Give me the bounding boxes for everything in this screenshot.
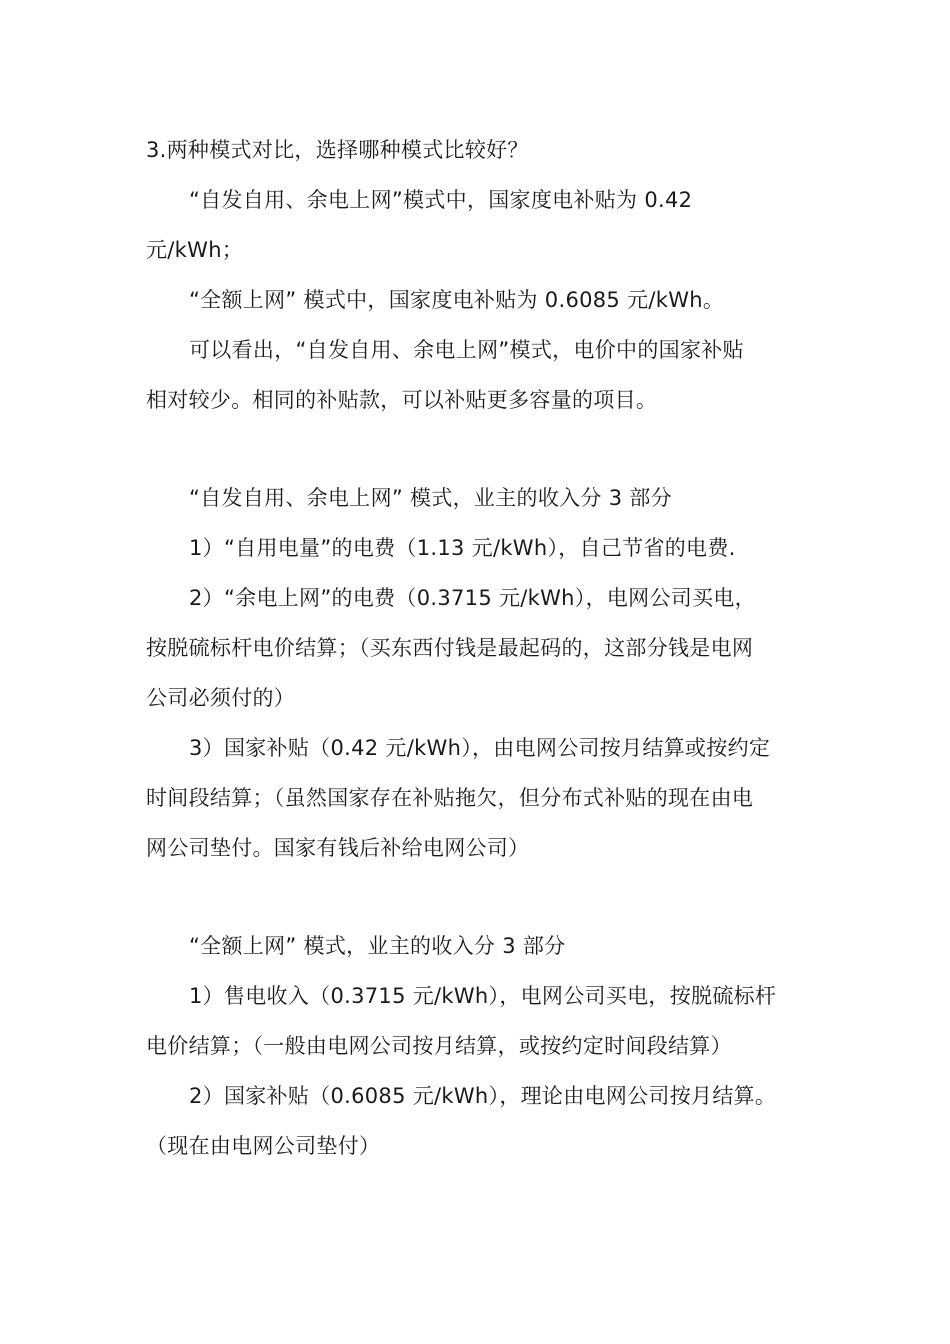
list-item-continuation: 网公司垫付。国家有钱后补给电网公司）	[146, 836, 530, 860]
paragraph-line: 可以看出，“自发自用、余电上网”模式，电价中的国家补贴	[189, 338, 744, 362]
list-item: 1）“自用电量”的电费（1.13 元/kWh），自己节省的电费.	[189, 536, 736, 560]
list-item: 1）售电收入（0.3715 元/kWh），电网公司买电，按脱硫标杆	[189, 984, 777, 1008]
list-item-continuation: 时间段结算；（虽然国家存在补贴拖欠，但分布式补贴的现在由电	[146, 786, 754, 810]
list-item-continuation: 公司必须付的）	[146, 686, 296, 710]
list-item-continuation: （现在由电网公司垫付）	[146, 1134, 381, 1158]
paragraph-line: “全额上网” 模式中，国家度电补贴为 0.6085 元/kWh。	[189, 288, 725, 312]
subsection-heading: “自发自用、余电上网” 模式，业主的收入分 3 部分	[189, 486, 672, 510]
list-item-continuation: 电价结算；（一般由电网公司按月结算，或按约定时间段结算）	[146, 1034, 732, 1058]
paragraph-line: “自发自用、余电上网”模式中，国家度电补贴为 0.42	[189, 188, 693, 212]
paragraph-line: 元/kWh；	[146, 238, 244, 262]
list-item: 2）国家补贴（0.6085 元/kWh），理论由电网公司按月结算。	[189, 1084, 777, 1108]
list-item: 3）国家补贴（0.42 元/kWh），由电网公司按月结算或按约定	[189, 736, 771, 760]
subsection-heading: “全额上网” 模式，业主的收入分 3 部分	[189, 934, 566, 958]
list-item: 2）“余电上网”的电费（0.3715 元/kWh），电网公司买电，	[189, 586, 756, 610]
list-item-continuation: 按脱硫标杆电价结算；（买东西付钱是最起码的，这部分钱是电网	[146, 636, 754, 660]
section-heading: 3.两种模式对比，选择哪种模式比较好？	[146, 138, 529, 162]
paragraph-line: 相对较少。相同的补贴款，可以补贴更多容量的项目。	[146, 388, 658, 412]
